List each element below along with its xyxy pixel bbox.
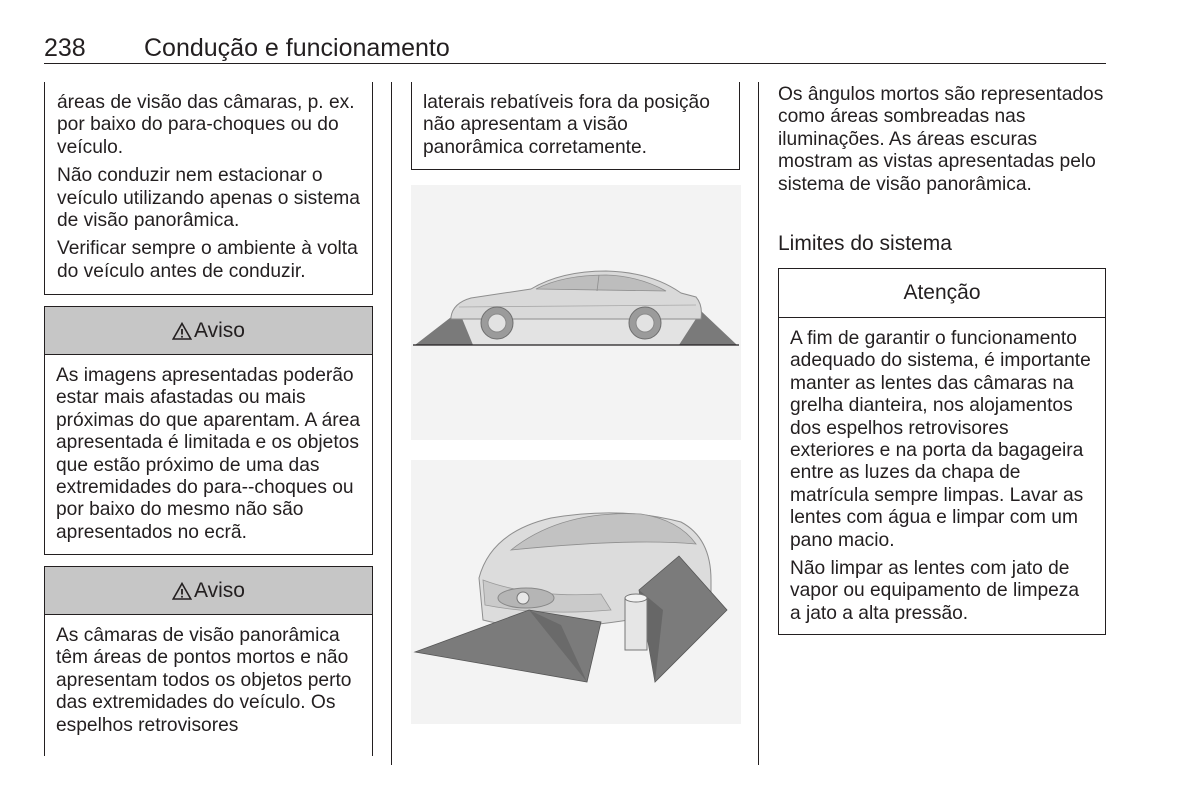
warning-text: As imagens apresentadas poderão estar mais afastadas ou mais próximas do que aparentam. A área apresentada é limitada e os objetos que estão próximo de uma das extremidades do para--choques ou por baixo do mesmo não são apresentados no ecrã. [56,365,360,543]
warning-title: Aviso [194,578,245,602]
page-title: Condução e funcionamento [144,34,450,62]
car-front-view-illustration [411,460,741,724]
continued-box-col2 [411,82,740,170]
continued-paragraph: áreas de visão das câmaras, p. ex. por baixo do para-choques ou do veículo. [57,92,355,158]
warning-title: Aviso [194,318,245,342]
page-number: 238 [44,34,86,62]
continued-box [44,82,373,295]
continued-paragraph: laterais rebatíveis fora da posição não apresentam a visão panorâmica corretamente. [423,92,710,158]
column-divider-1 [391,82,392,765]
warning-triangle-icon [172,582,192,600]
continued-paragraph: Verificar sempre o ambiente à volta do veículo antes de conduzir. [57,238,358,282]
attention-box [778,268,1106,635]
warning-text: As câmaras de visão panorâmica têm áreas de pontos mortos e não apresentam todos os objetos perto das extremidades do veículo. Os espelhos retrovisores [56,625,352,736]
header-rule [44,63,1106,64]
warning-header [45,567,372,615]
warning-box-1 [44,306,373,555]
intro-paragraph: Os ângulos mortos são representados como áreas sombreadas nas iluminações. As áreas escuras mostram as vistas apresentadas pelo sistema de visão panorâmica. [778,84,1104,195]
continued-paragraph: Não conduzir nem estacionar o veículo utilizando apenas o sistema de visão panorâmica. [57,165,360,232]
warning-header [45,307,372,355]
attention-paragraph: Não limpar as lentes com jato de vapor ou equipamento de limpeza a jato a alta pressão. [790,558,1080,624]
warning-triangle-icon [172,322,192,340]
warning-box-2 [44,566,373,756]
attention-paragraph: A fim de garantir o funcionamento adequado do sistema, é importante manter as lentes das câmaras na grelha dianteira, nos alojamentos dos espelhos retrovisores exteriores e na porta da bagageira entre as luzes da chapa de matrícula sempre limpas. Lavar as lentes com água e limpar com um pano macio. [790,328,1091,551]
attention-title: Atenção [779,269,1105,318]
car-side-view-illustration [411,185,741,440]
section-heading: Limites do sistema [778,232,952,255]
column-divider-2 [758,82,759,765]
